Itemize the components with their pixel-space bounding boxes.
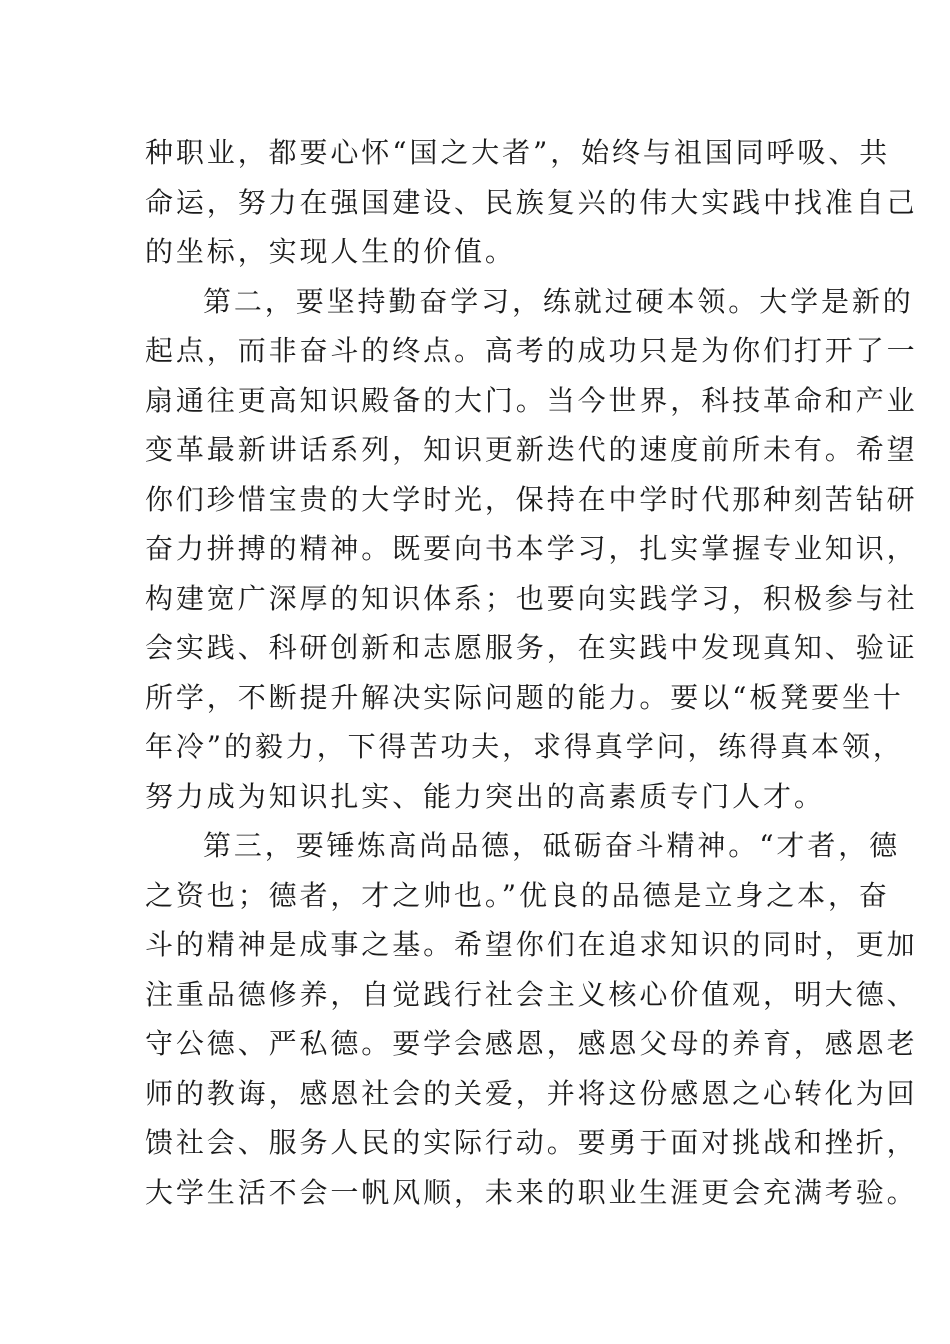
text-line: 会实践、科研创新和志愿服务，在实践中发现真知、验证: [145, 631, 918, 664]
text-line: 注重品德修养，自觉践行社会主义核心价值观，明大德、: [145, 977, 918, 1011]
text-line: 斗的精神是成事之基。希望你们在追求知识的同时，更加: [145, 928, 918, 961]
text-line: 努力成为知识扎实、能力突出的高素质专门人才。: [145, 779, 825, 813]
text-line: 所学，不断提升解决实际问题的能力。要以“板凳要坐十: [145, 680, 904, 714]
paragraph-start-line: 第三，要锤炼高尚品德，砥砺奋斗精神。“才者，德: [203, 829, 901, 862]
text-line: 你们珍惜宝贵的大学时光，保持在中学时代那种刻苦钻研: [145, 482, 918, 516]
text-line: 的坐标，实现人生的价值。: [145, 235, 516, 268]
text-line: 起点，而非奋斗的终点。高考的成功只是为你们打开了一: [145, 334, 918, 367]
text-line: 之资也；德者，才之帅也。”优良的品德是立身之本，奋: [145, 878, 890, 912]
text-line: 奋力拼搏的精神。既要向书本学习，扎实掌握专业知识，: [145, 532, 918, 565]
text-line: 构建宽广深厚的知识体系；也要向实践学习，积极参与社: [145, 581, 918, 615]
text-line: 大学生活不会一帆风顺，未来的职业生涯更会充满考验。: [145, 1175, 918, 1209]
text-line: 变革最新讲话系列，知识更新迭代的速度前所未有。希望: [145, 433, 918, 466]
text-line: 馈社会、服务人民的实际行动。要勇于面对挑战和挫折，: [145, 1126, 918, 1159]
text-line: 扇通往更高知识殿备的大门。当今世界，科技革命和产业: [145, 383, 918, 417]
text-line: 守公德、严私德。要学会感恩，感恩父母的养育，感恩老: [145, 1027, 918, 1060]
text-line: 师的教诲，感恩社会的关爱，并将这份感恩之心转化为回: [145, 1076, 918, 1110]
text-line: 种职业，都要心怀“国之大者”，始终与祖国同呼吸、共: [145, 136, 891, 169]
paragraph-start-line: 第二，要坚持勤奋学习，练就过硬本领。大学是新的: [203, 284, 914, 318]
text-line: 年冷”的毅力，下得苦功夫，求得真学问，练得真本领，: [145, 730, 904, 763]
text-line: 命运，努力在强国建设、民族复兴的伟大实践中找准自己: [145, 185, 918, 219]
body-text: [145, 128, 918, 1217]
